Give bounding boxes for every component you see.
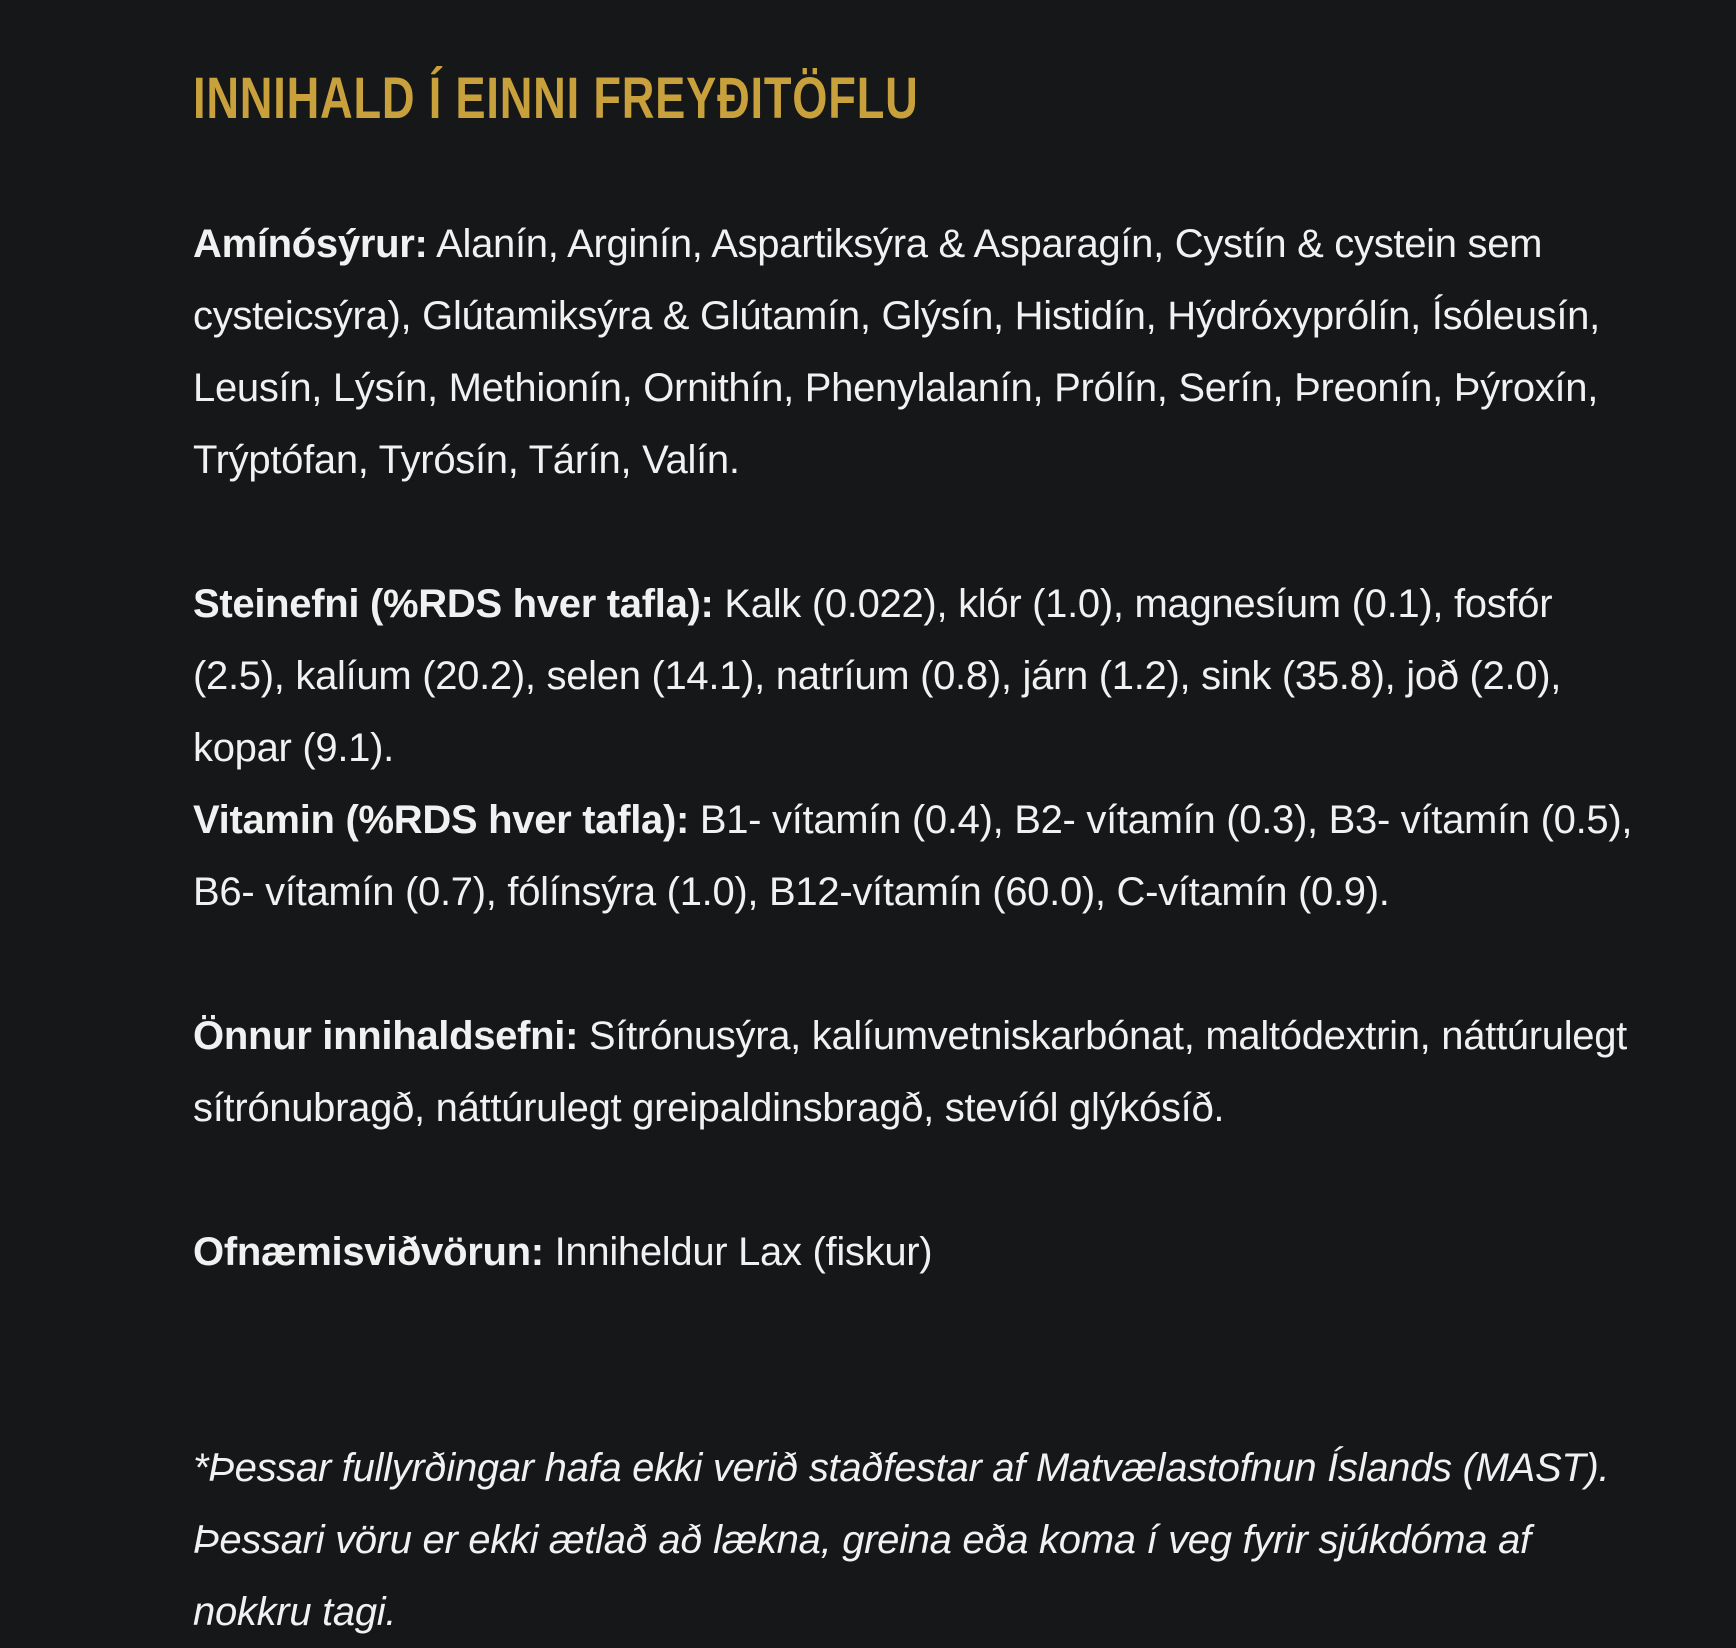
section-other-ingredients — [193, 1000, 1643, 1144]
section-amino-acids — [193, 208, 1643, 496]
section-label: Vitamin (%RDS hver tafla): — [193, 798, 690, 842]
ingredients-panel — [193, 66, 1643, 1634]
section-text: Sítrónusýra, kalíumvetniskarbónat, maltódextrin, náttúrulegt sítrónubragð, náttúrulegt greipaldinsbragð, stevíól glýkósíð. — [193, 1014, 1627, 1130]
section-label: Önnur innihaldsefni: — [193, 1014, 579, 1058]
section-label: Steinefni (%RDS hver tafla): — [193, 582, 714, 626]
section-text: Alanín, Arginín, Aspartiksýra & Asparagín, Cystín & cystein sem cysteicsýra), Glútamiksýra & Glútamín, Glýsín, Histidín, Hýdróxyprólín, Ísóleusín, Leusín, Lýsín, Methionín, Ornithín, Phenylalanín, Prólín, Serín, Þreonín, Þýroxín, Trýptófan, Tyrósín, Tárín, Valín. — [193, 222, 1600, 482]
section-minerals — [193, 568, 1643, 784]
section-text: Kalk (0.022), klór (1.0), magnesíum (0.1), fosfór (2.5), kalíum (20.2), selen (14.1), natríum (0.8), járn (1.2), sink (35.8), joð (2.0), kopar (9.1). — [193, 582, 1562, 770]
section-text: B1- vítamín (0.4), B2- vítamín (0.3), B3- vítamín (0.5), B6- vítamín (0.7), fólínsýra (1.0), B12-vítamín (60.0), C-vítamín (0.9). — [193, 798, 1633, 914]
section-vitamins — [193, 784, 1643, 928]
section-label: Amínósýrur: — [193, 222, 428, 266]
page-title: INNIHALD Í EINNI FREYÐITÖFLU — [193, 66, 919, 131]
section-allergy-warning — [193, 1216, 1643, 1288]
disclaimer-text: *Þessar fullyrðingar hafa ekki verið staðfestar af Matvælastofnun Íslands (MAST). Þessari vöru er ekki ætlað að lækna, greina eða koma í veg fyrir sjúkdóma af nokkru tagi. — [193, 1446, 1610, 1634]
section-text: Inniheldur Lax (fiskur) — [543, 1230, 933, 1274]
section-label: Ofnæmisviðvörun: — [193, 1230, 544, 1274]
